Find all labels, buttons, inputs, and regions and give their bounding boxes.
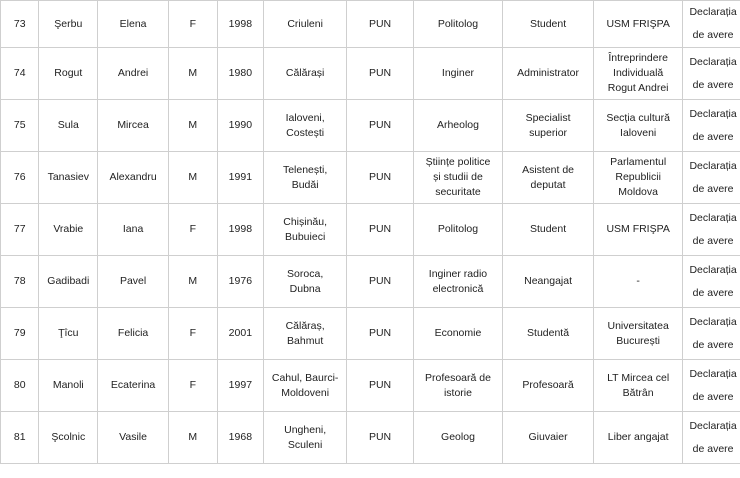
cell-number: 76 [1,152,39,204]
cell-declaration-line: de avere [692,390,734,403]
cell-declaration-line: Declarația [689,159,737,172]
cell-workplace-line: Secția cultură [606,111,670,124]
cell-locality-line: Telenești, [282,163,328,176]
cell-name: Vasile [98,412,169,464]
cell-profession [413,100,502,152]
cell-workplace-line: - [636,275,640,287]
cell-birth-year: 1968 [217,412,264,464]
cell-declaration[interactable] [683,360,740,412]
cell-locality [264,204,347,256]
cell-profession-line: Științe politice [425,156,491,168]
cell-workplace-line: Moldova [618,186,658,198]
cell-party: PUN [347,256,414,308]
cell-declaration-line: Declarația [689,263,737,276]
cell-number: 77 [1,204,39,256]
cell-workplace-line: București [616,334,661,347]
cell-declaration-line: de avere [692,234,734,247]
cell-declaration[interactable] [683,1,740,48]
cell-workplace-line: LT Mircea cel [607,371,670,384]
cell-locality [264,100,347,152]
cell-locality-line: Sculeni [287,438,323,451]
cell-locality-line: Soroca, [287,267,324,280]
table-row [1,204,740,256]
cell-profession-line: Arheolog [436,119,479,131]
cell-workplace [594,256,683,308]
cell-number: 75 [1,100,39,152]
cell-birth-year: 1991 [217,152,264,204]
cell-position-line: deputat [530,178,566,191]
cell-locality-line: Costești [286,126,325,139]
cell-number: 79 [1,308,39,360]
cell-declaration-line: Declarația [689,211,737,224]
cell-locality-line: Ungheni, [284,423,327,436]
cell-sex: M [169,152,218,204]
table-row [1,360,740,412]
cell-declaration-line: Declarația [689,55,737,68]
cell-number: 73 [1,1,39,48]
cell-position [503,308,594,360]
table-row [1,412,740,464]
cell-locality [264,412,347,464]
cell-surname: Vrabie [39,204,98,256]
cell-declaration[interactable] [683,256,740,308]
cell-workplace-line: Parlamentul [610,156,667,168]
cell-locality [264,1,347,48]
cell-workplace [594,152,683,204]
cell-party: PUN [347,412,414,464]
cell-position-line: Specialist [525,111,571,124]
cell-declaration-line: de avere [692,182,734,195]
cell-workplace [594,308,683,360]
cell-party: PUN [347,360,414,412]
cell-sex: M [169,412,218,464]
cell-declaration[interactable] [683,100,740,152]
table-row [1,308,740,360]
cell-birth-year: 1997 [217,360,264,412]
cell-locality [264,256,347,308]
cell-workplace-line: USM FRIŞPA [606,223,670,235]
cell-declaration[interactable] [683,204,740,256]
cell-profession [413,152,502,204]
cell-party: PUN [347,100,414,152]
cell-locality-line: Dubna [289,282,321,295]
cell-declaration-line: Declarația [689,6,737,18]
cell-position-line: Student [529,223,567,235]
cell-locality [264,360,347,412]
cell-birth-year: 1980 [217,48,264,100]
cell-party: PUN [347,1,414,48]
cell-workplace-line: Liber angajat [607,431,669,443]
cell-profession-line: securitate [435,186,481,198]
cell-profession-line: Inginer radio [428,267,488,280]
cell-locality-line: Criuleni [287,17,323,30]
cell-position [503,48,594,100]
cell-profession [413,360,502,412]
cell-position [503,204,594,256]
cell-profession [413,308,502,360]
cell-workplace [594,204,683,256]
cell-position-line: Administrator [517,67,579,79]
cell-sex: F [169,360,218,412]
cell-name: Alexandru [98,152,169,204]
cell-name: Ecaterina [98,360,169,412]
cell-birth-year: 1976 [217,256,264,308]
cell-workplace [594,1,683,48]
cell-workplace-line: USM FRIŞPA [606,17,670,30]
cell-position [503,256,594,308]
cell-birth-year: 1998 [217,204,264,256]
cell-declaration-line: de avere [692,286,734,299]
cell-locality [264,152,347,204]
cell-surname: Sula [39,100,98,152]
cell-profession [413,412,502,464]
cell-workplace-line: Ialoveni [620,126,657,139]
table-row [1,152,740,204]
cell-locality-line: Bahmut [287,334,324,347]
cell-name: Mircea [98,100,169,152]
cell-locality [264,308,347,360]
cell-profession-line: istorie [443,386,472,399]
cell-position-line: Profesoară [522,379,574,391]
cell-declaration-line: de avere [692,338,734,351]
cell-declaration[interactable] [683,412,740,464]
cell-profession-line: Politolog [437,223,479,235]
cell-position-line: Studentă [527,327,570,339]
cell-surname: Rogut [39,48,98,100]
cell-party: PUN [347,308,414,360]
cell-declaration-line: de avere [692,29,734,41]
cell-profession-line: Politolog [437,17,479,30]
cell-party: PUN [347,204,414,256]
cell-locality-line: Călărași [285,67,325,79]
cell-declaration-line: de avere [692,78,734,91]
cell-declaration-line: de avere [692,442,734,455]
cell-sex: M [169,48,218,100]
cell-number: 78 [1,256,39,308]
cell-position [503,152,594,204]
table-row [1,1,740,48]
cell-declaration[interactable] [683,308,740,360]
cell-surname: Gadibadi [39,256,98,308]
cell-position [503,412,594,464]
cell-locality-line: Ialoveni, [285,111,325,124]
cell-locality-line: Budăi [291,178,319,191]
cell-profession [413,48,502,100]
cell-number: 74 [1,48,39,100]
cell-profession [413,256,502,308]
cell-workplace-line: Întreprindere [608,52,668,64]
cell-locality-line: Bubuieci [285,230,326,243]
cell-name: Iana [98,204,169,256]
cell-workplace-line: Bătrân [622,386,654,399]
cell-profession-line: Geolog [441,431,475,443]
cell-surname: Ţîcu [39,308,98,360]
cell-sex: F [169,308,218,360]
table-row [1,100,740,152]
cell-position-line: Giuvaier [528,431,568,443]
cell-name: Pavel [98,256,169,308]
cell-workplace [594,412,683,464]
cell-surname: Manoli [39,360,98,412]
cell-sex: M [169,100,218,152]
cell-surname: Şcolnic [39,412,98,464]
cell-sex: F [169,1,218,48]
cell-birth-year: 1990 [217,100,264,152]
cell-position [503,100,594,152]
cell-position-line: Asistent de [522,163,575,176]
cell-profession-line: și studii de [433,171,483,183]
cell-sex: F [169,204,218,256]
cell-position-line: superior [529,126,568,139]
cell-name: Andrei [98,48,169,100]
cell-workplace-line: Republicii [615,171,661,183]
cell-party: PUN [347,152,414,204]
cell-surname: Şerbu [39,1,98,48]
cell-declaration-line: Declarația [689,107,737,120]
cell-workplace [594,360,683,412]
cell-party: PUN [347,48,414,100]
cell-surname: Tanasiev [39,152,98,204]
cell-position [503,360,594,412]
cell-declaration[interactable] [683,152,740,204]
cell-name: Felicia [98,308,169,360]
cell-locality-line: Călăraș, [285,319,325,332]
cell-declaration[interactable] [683,48,740,100]
cell-birth-year: 2001 [217,308,264,360]
table-row [1,256,740,308]
cell-birth-year: 1998 [217,1,264,48]
cell-declaration-line: Declarația [689,419,737,432]
cell-declaration-line: Declarația [689,367,737,380]
cell-position-line: Student [529,17,567,30]
cell-number: 81 [1,412,39,464]
cell-profession [413,204,502,256]
cell-declaration-line: de avere [692,130,734,143]
cell-number: 80 [1,360,39,412]
cell-profession [413,1,502,48]
cell-locality-line: Moldoveni [281,386,330,399]
cell-profession-line: Inginer [441,67,475,79]
cell-workplace-line: Individuală [613,67,664,79]
cell-workplace-line: Universitatea [607,319,669,332]
cell-workplace [594,48,683,100]
cell-profession-line: Profesoară de [424,371,491,384]
cell-position [503,1,594,48]
cell-position-line: Neangajat [524,275,572,287]
cell-workplace-line: Rogut Andrei [607,82,669,94]
cell-workplace [594,100,683,152]
cell-locality [264,48,347,100]
cell-profession-line: Economie [434,327,482,339]
cell-sex: M [169,256,218,308]
cell-declaration-line: Declarația [689,315,737,328]
table-row [1,48,740,100]
cell-locality-line: Cahul, Baurci- [271,371,339,384]
cell-profession-line: electronică [432,282,484,295]
cell-name: Elena [98,1,169,48]
cell-locality-line: Chișinău, [283,215,328,228]
